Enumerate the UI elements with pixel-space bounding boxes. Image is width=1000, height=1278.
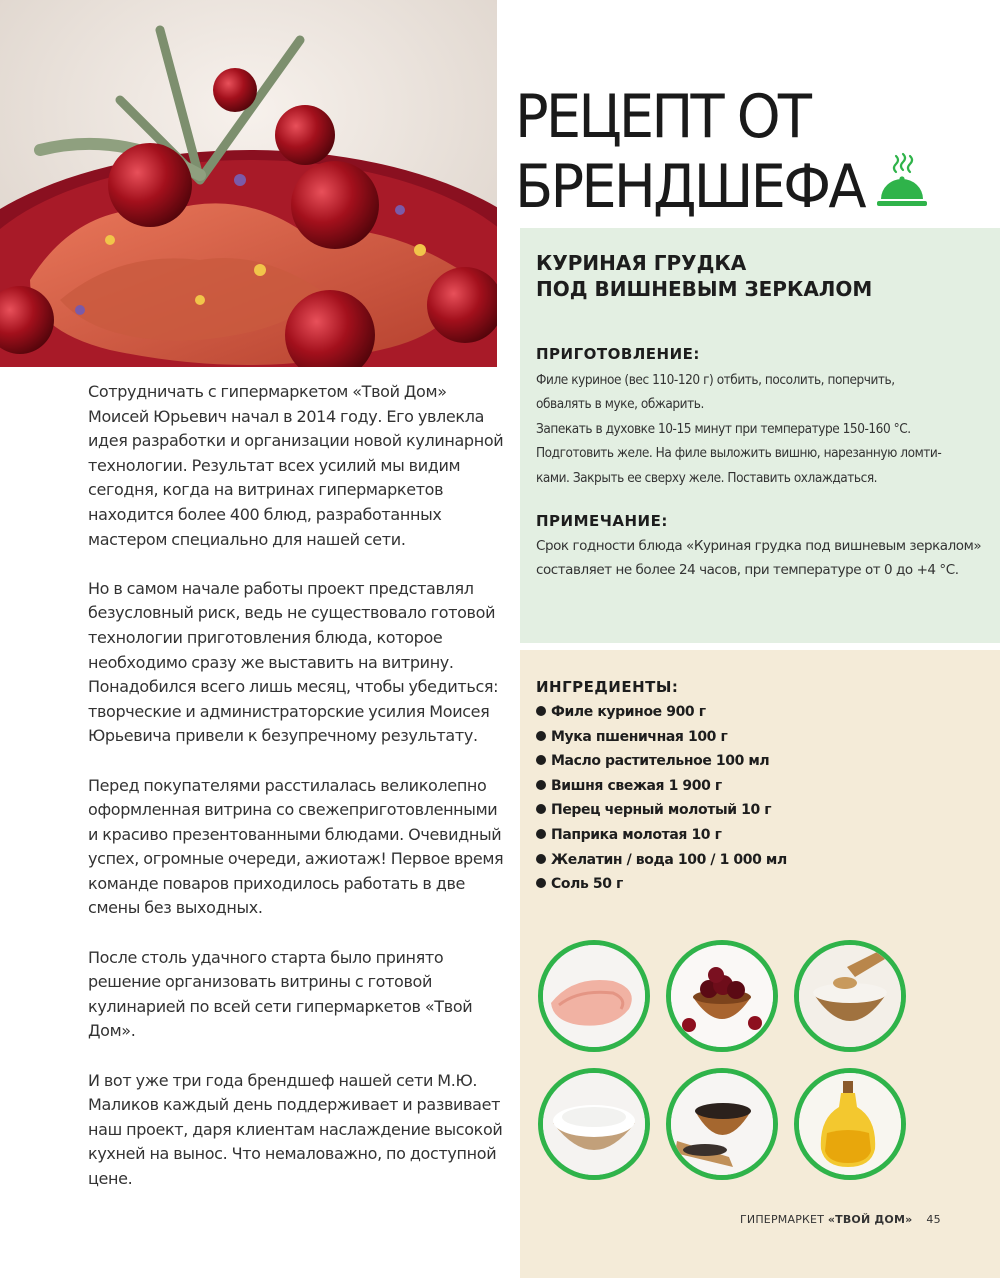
black-pepper-photo — [666, 1068, 778, 1180]
note-line: Срок годности блюда «Куриная грудка под вишневым зеркалом» — [536, 538, 982, 554]
list-item — [536, 823, 787, 848]
preparation-line: Запекать в духовке 10-15 минут при температуре 150-160 °С. — [536, 420, 911, 437]
page-footer — [740, 1213, 941, 1226]
bullet-icon — [536, 878, 546, 888]
ingredient-text: Паприка молотая 10 г — [551, 826, 722, 843]
article-body — [88, 380, 508, 1216]
dish-name-line-2: ПОД ВИШНЕВЫМ ЗЕРКАЛОМ — [536, 277, 873, 301]
cloche-icon — [876, 152, 928, 208]
article-paragraph: Но в самом начале работы проект представлял безусловный риск, ведь не существовало готовой технологии приготовления блюда, которое необходимо сразу же выставить на витрину. Понадобился всего лишь месяц, чтобы убедиться: творческие и администраторские усилия Моисея Юрьевича привели к безупречному результату. — [88, 578, 499, 746]
salt-bowl-photo — [538, 1068, 650, 1180]
preparation-text — [536, 368, 994, 490]
note-line: составляет не более 24 часов, при температуре от 0 до +4 °С. — [536, 562, 959, 579]
article-paragraph: И вот уже три года брендшеф нашей сети М.Ю. Маликов каждый день поддерживает и развивает наш проект, даря клиентам наслаждение высокой кухней на вынос. Что немаловажно, по доступной цене. — [88, 1070, 503, 1188]
list-item — [536, 848, 787, 873]
list-item — [536, 725, 787, 750]
list-item — [536, 700, 787, 725]
preparation-line: Филе куриное (вес 110-120 г) отбить, посолить, поперчить, — [536, 372, 895, 388]
chicken-fillet-photo — [538, 940, 650, 1052]
title-line-1: РЕЦЕПТ ОТ — [515, 82, 810, 152]
ingredient-text: Масло растительное 100 мл — [551, 753, 770, 770]
article-paragraph: Перед покупателями расстилалась великолепно оформленная витрина со свежеприготовленными и красиво презентованными блюдами. Очевидный успех, огромные очереди, ажиотаж! Первое время команде поваров приходилось работать в две смены без выходных. — [88, 775, 504, 918]
preparation-heading: ПРИГОТОВЛЕНИЕ: — [536, 345, 700, 363]
title-line-2: БРЕНДШЕФА — [515, 152, 864, 222]
ingredient-text: Желатин / вода 100 / 1 000 мл — [551, 851, 787, 868]
footer-label: ГИПЕРМАРКЕТ — [740, 1213, 828, 1226]
ingredient-text: Вишня свежая 1 900 г — [551, 777, 722, 794]
ingredient-text: Соль 50 г — [551, 876, 623, 893]
ingredient-text: Мука пшеничная 100 г — [551, 728, 728, 745]
cherries-bowl-photo — [666, 940, 778, 1052]
note-heading: ПРИМЕЧАНИЕ: — [536, 512, 668, 530]
bullet-icon — [536, 706, 546, 716]
dish-name-line-1: КУРИНАЯ ГРУДКА — [536, 251, 747, 275]
preparation-line: ками. Закрыть ее сверху желе. Поставить охлаждаться. — [536, 469, 878, 486]
vegetable-oil-photo — [794, 1068, 906, 1180]
list-item — [536, 798, 787, 823]
bullet-icon — [536, 829, 546, 839]
list-item — [536, 749, 787, 774]
bullet-icon — [536, 854, 546, 864]
page-number: 45 — [926, 1213, 941, 1226]
list-item — [536, 774, 787, 799]
ingredient-text: Филе куриное 900 г — [551, 704, 706, 720]
article-paragraph: После столь удачного старта было принято решение организовать витрины с готовой кулинарией по всей сети гипермаркетов «Твой Дом». — [88, 947, 473, 1041]
bullet-icon — [536, 755, 546, 765]
preparation-line: обвалять в муке, обжарить. — [536, 396, 704, 413]
ingredient-text: Перец черный молотый 10 г — [551, 802, 772, 819]
ingredients-heading: ИНГРЕДИЕНТЫ: — [536, 678, 679, 696]
flour-bowl-photo — [794, 940, 906, 1052]
article-paragraph: Сотрудничать с гипермаркетом «Твой Дом» Моисей Юрьевич начал в 2014 году. Его увлекла идея разработки и организации новой кулинарной технологии. Результат всех усилий мы видим сегодня, когда на витринах гипермаркетов находится более 400 блюд, разработанных мастером специально для нашей сети. — [88, 382, 504, 549]
list-item — [536, 872, 787, 897]
bullet-icon — [536, 731, 546, 741]
dish-name — [536, 250, 986, 302]
bullet-icon — [536, 780, 546, 790]
hero-dish-photo — [0, 0, 497, 367]
preparation-line: Подготовить желе. На филе выложить вишню, нарезанную ломти- — [536, 445, 942, 462]
note-text — [536, 534, 994, 583]
footer-brand: «ТВОЙ ДОМ» — [827, 1213, 913, 1226]
ingredients-list — [536, 700, 787, 897]
bullet-icon — [536, 804, 546, 814]
